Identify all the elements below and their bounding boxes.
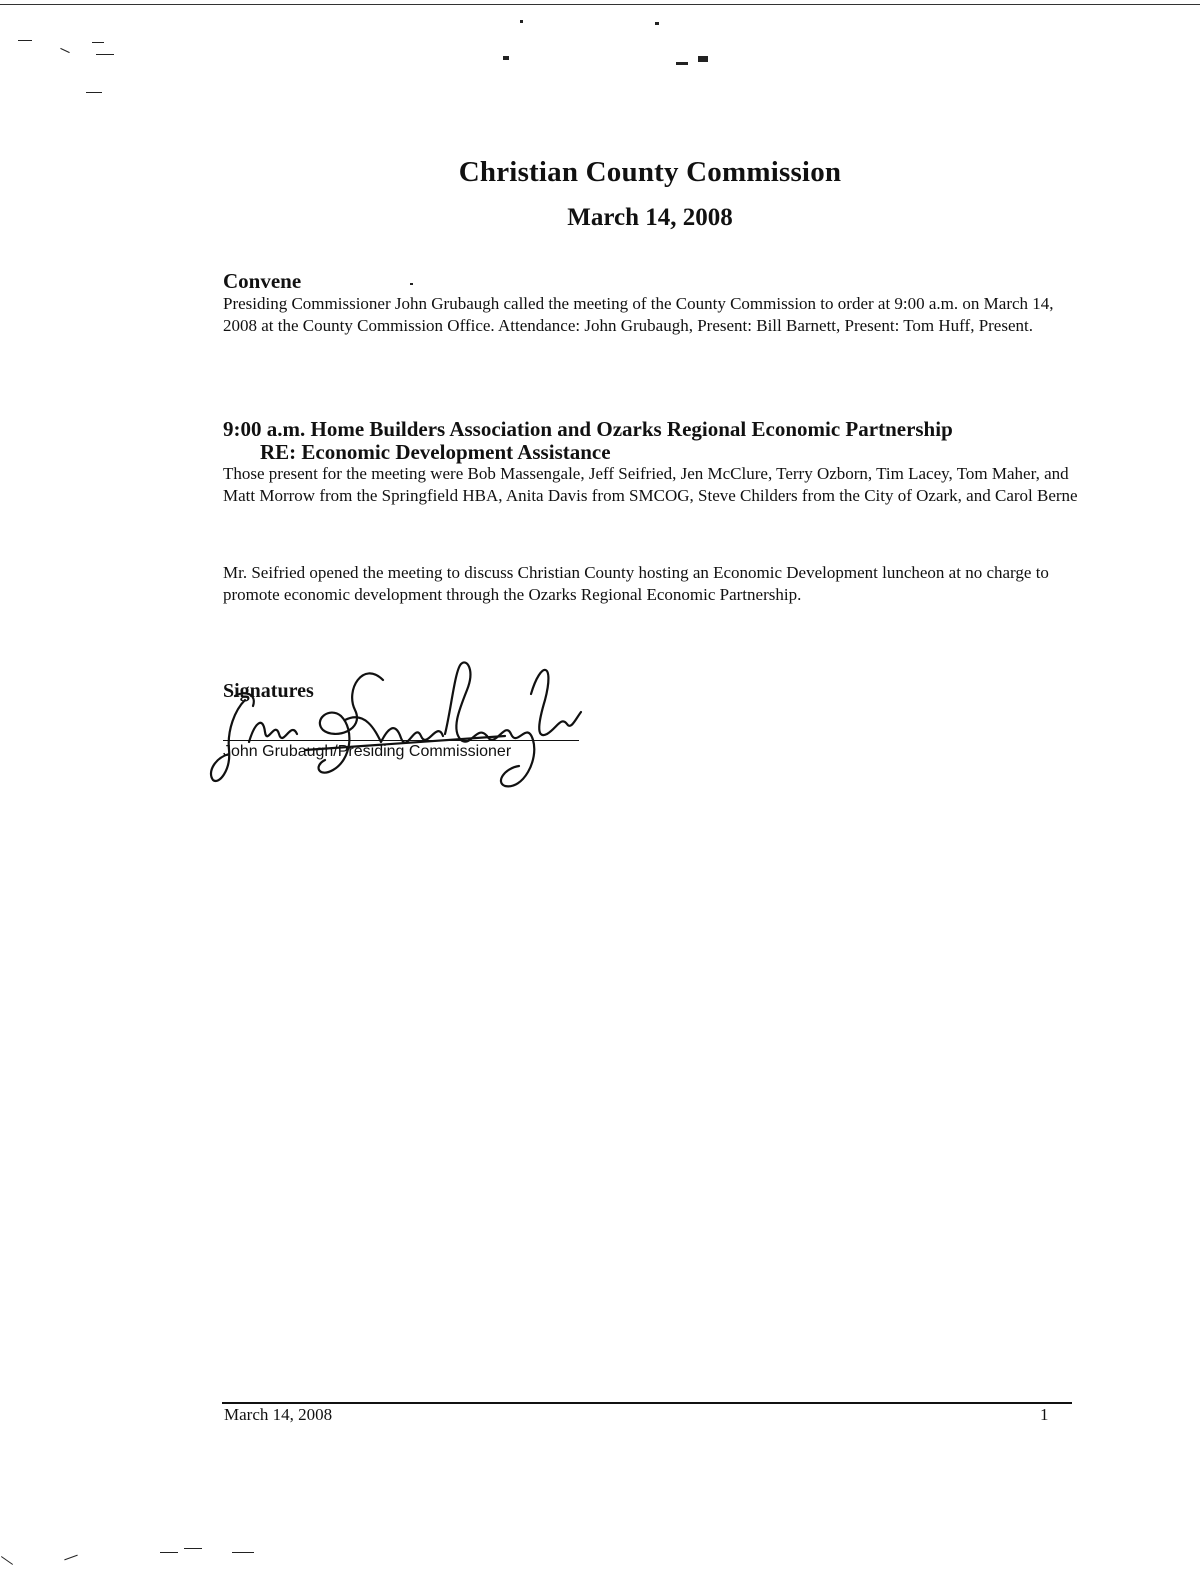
footer-rule (222, 1402, 1072, 1404)
signer-name-line: John Grubaugh/Presiding Commissioner (223, 743, 512, 760)
scan-speck (184, 1548, 202, 1549)
agenda-item-section (223, 417, 1083, 507)
scan-speck (18, 40, 32, 41)
scan-speck (160, 1552, 178, 1553)
convene-section (223, 269, 1083, 337)
signatures-heading: Signatures (223, 680, 314, 702)
scan-speck (1, 1556, 13, 1565)
document-title: Christian County Commission (458, 156, 842, 188)
agenda-item-subheading: RE: Economic Development Assistance (260, 440, 611, 464)
convene-heading: Convene (223, 269, 302, 293)
meeting-date-heading: March 14, 2008 (567, 204, 733, 231)
discussion-section (223, 562, 1083, 606)
scan-speck (698, 56, 708, 62)
agenda-item-heading: 9:00 a.m. Home Builders Association and Ozarks Regional Economic Partnership (223, 417, 953, 441)
convene-text: Presiding Commissioner John Grubaugh called the meeting of the County Commission to order at 9:00 a.m. on March 14, 2008 at the County Commission Office. Attendance: John Grubaugh, Present: Bill Barnett, Present: Tom Huff, Present. (223, 294, 1054, 335)
scan-speck (520, 20, 523, 23)
scan-speck (503, 56, 509, 60)
handwritten-signature (205, 650, 585, 800)
scan-speck (86, 92, 102, 93)
scan-speck (96, 54, 114, 55)
footer-page-number: 1 (1040, 1405, 1049, 1424)
scan-speck (92, 42, 104, 43)
scan-speck (60, 48, 69, 53)
scan-speck (676, 62, 688, 65)
scan-speck (232, 1552, 254, 1553)
scan-speck (64, 1555, 77, 1561)
discussion-text: Mr. Seifried opened the meeting to discuss Christian County hosting an Economic Development luncheon at no charge to promote economic development through the Ozarks Regional Economic Partnership. (223, 563, 1049, 604)
attendees-text: Those present for the meeting were Bob Massengale, Jeff Seifried, Jen McClure, Terry Ozborn, Tim Lacey, Tom Maher, and Matt Morrow from the Springfield HBA, Anita Davis from SMCOG, Steve Childers from the City of Ozark, and Carol Berne (223, 464, 1078, 505)
scan-edge-line (0, 4, 1200, 5)
footer-date: March 14, 2008 (224, 1405, 333, 1424)
scan-speck (655, 22, 659, 25)
